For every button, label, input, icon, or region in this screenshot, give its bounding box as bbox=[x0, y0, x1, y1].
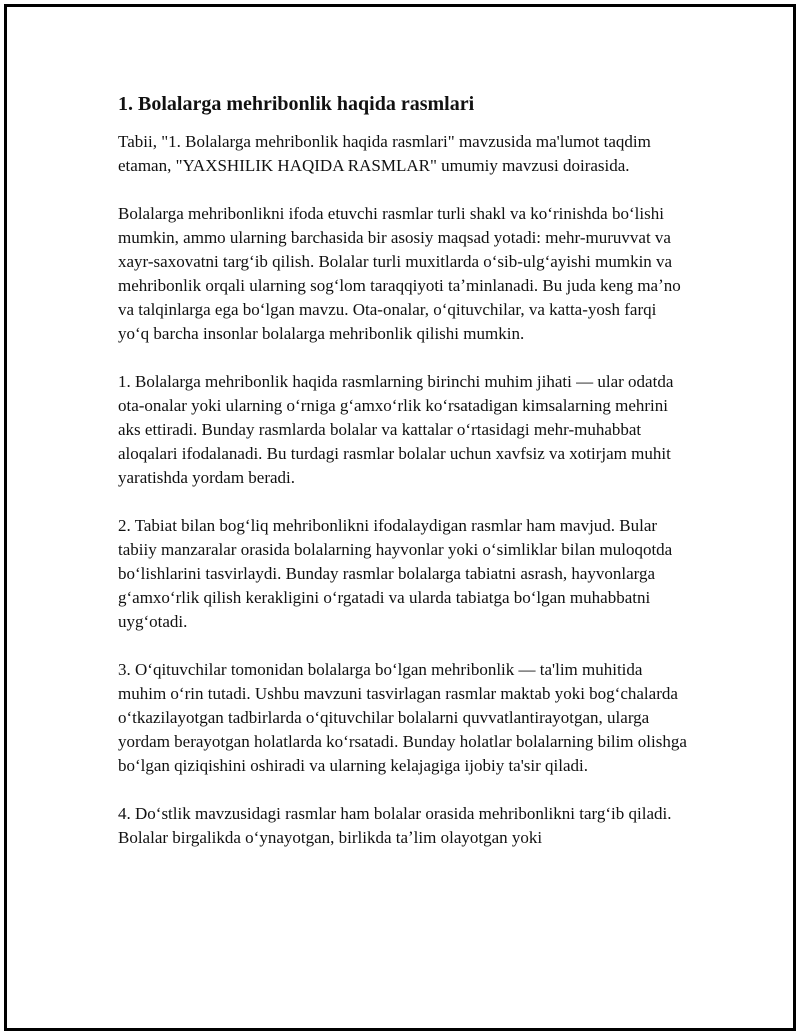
paragraph-point-2: 2. Tabiat bilan bogʻliq mehribonlikni ifodalaydigan rasmlar ham mavjud. Bular tabiiy manzaralar orasida bolalarning hayvonlar yoki oʻsimliklar bilan muloqotda boʻlishlarini tasvirlaydi. Bunday rasmlar bolalarga tabiatni asrash, hayvonlarga gʻamxoʻrlik qilish kerakligini oʻrgatadi va ularda tabiatga boʻlgan muhabbatni uygʻotadi. bbox=[118, 516, 673, 631]
document-body bbox=[118, 90, 688, 874]
paragraph-overview: Bolalarga mehribonlikni ifoda etuvchi rasmlar turli shakl va koʻrinishda boʻlishi mumkin, ammo ularning barchasida bir asosiy maqsad yotadi: mehr-muruvvat va xayr-saxovatni targʻib qilish. Bolalar turli muxitlarda oʻsib-ulgʻayishi mumkin va mehribonlik orqali ularning sogʻlom taraqqiyoti taʼminlanadi. Bu juda keng maʼno va talqinlarga ega boʻlgan mavzu. Ota-onalar, oʻqituvchilar, va katta-yosh farqi yoʻq barcha insonlar bolalarga mehribonlik qilishi mumkin. bbox=[118, 204, 681, 343]
paragraph-point-3: 3. Oʻqituvchilar tomonidan bolalarga boʻlgan mehribonlik — ta'lim muhitida muhim oʻrin tutadi. Ushbu mavzuni tasvirlagan rasmlar maktab yoki bogʻchalarda oʻtkazilayotgan tadbirlarda oʻqituvchilar bolalarni quvvatlantirayotgan, ularga yordam berayotgan holatlarda koʻrsatadi. Bunday holatlar bolalarning bilim olishga boʻlgan qiziqishini oshiradi va ularning kelajagiga ijobiy ta'sir qiladi. bbox=[118, 660, 687, 775]
document-title: 1. Bolalarga mehribonlik haqida rasmlari bbox=[118, 93, 475, 115]
paragraph-point-1: 1. Bolalarga mehribonlik haqida rasmlarning birinchi muhim jihati — ular odatda ota-onalar yoki ularning oʻrniga gʻamxoʻrlik koʻrsatadigan kimsalarning mehrini aks ettiradi. Bunday rasmlarda bolalar va kattalar oʻrtasidagi mehr-muhabbat aloqalari ifodalanadi. Bu turdagi rasmlar bolalar uchun xavfsiz va xotirjam muhit yaratishda yordam beradi. bbox=[118, 372, 674, 487]
paragraph-point-4: 4. Doʻstlik mavzusidagi rasmlar ham bolalar orasida mehribonlikni targʻib qiladi. Bolalar birgalikda oʻynayotgan, birlikda taʼlim olayotgan yoki bbox=[118, 804, 672, 847]
paragraph-intro: Tabii, "1. Bolalarga mehribonlik haqida rasmlari" mavzusida ma'lumot taqdim etaman, "YAXSHILIK HAQIDA RASMLAR" umumiy mavzusi doirasida. bbox=[118, 132, 651, 175]
